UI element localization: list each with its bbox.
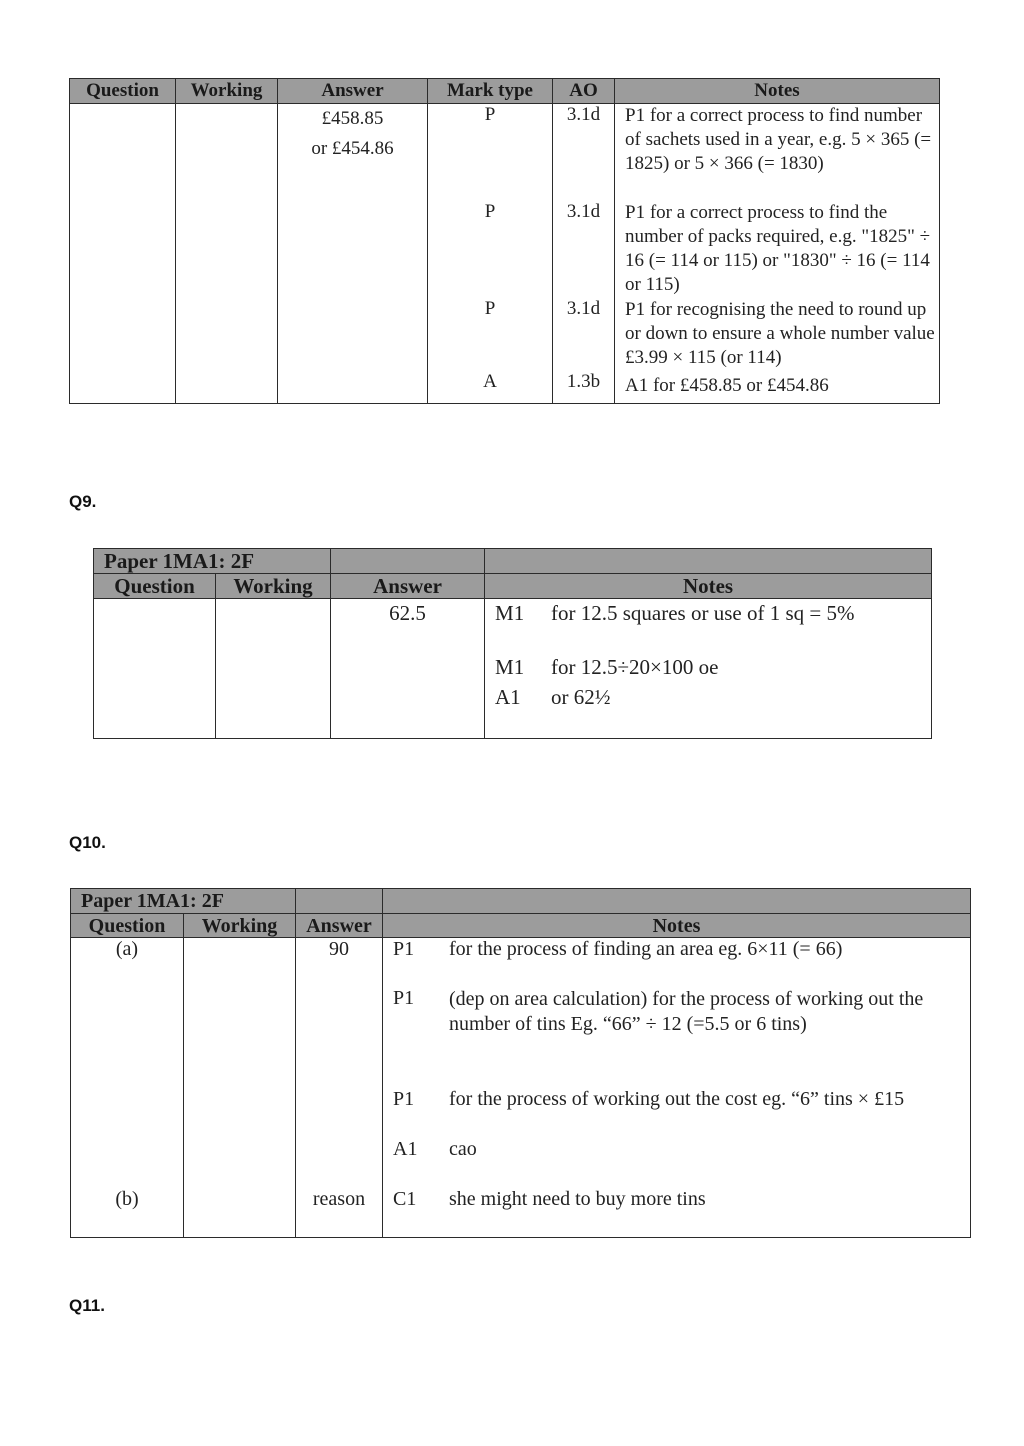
header-question: Question — [71, 914, 184, 938]
header-answer: Answer — [278, 79, 428, 104]
question-part: (a) — [115, 938, 139, 960]
paper-title-row — [94, 549, 932, 574]
mark-type: A — [483, 371, 497, 392]
mark-note: she might need to buy more tins — [449, 1188, 706, 1210]
header-working: Working — [184, 914, 296, 938]
working-cell — [176, 104, 278, 404]
question-cell — [94, 599, 216, 739]
ao-cell — [553, 104, 615, 404]
header-ao: AO — [553, 79, 615, 104]
mark-note: (dep on area calculation) for the process of working out the number of tins Eg. “66” ÷ 12 (=5.5 or 6 tins) — [449, 988, 924, 1035]
header-answer: Answer — [296, 914, 383, 938]
mark-scheme-table-q8 — [69, 78, 940, 404]
answer-value: 90 — [329, 938, 349, 960]
header-question: Question — [70, 79, 176, 104]
table-row — [70, 104, 940, 404]
working-cell — [216, 599, 331, 739]
question-label: Q11. — [69, 1296, 105, 1315]
mark-code: C1 — [393, 1188, 417, 1210]
table-header-row — [71, 914, 971, 938]
mark-code: P1 — [393, 938, 415, 960]
mark-note: P1 for a correct process to find the number of packs required, e.g. "1825" ÷ 16 (= 114 or 115) or "1830" ÷ 16 (= 114 or 115) — [625, 202, 931, 295]
mark-note: P1 for a correct process to find number of sachets used in a year, e.g. 5 × 365 (= 1825) or 5 × 366 (= 1830) — [625, 105, 932, 174]
mark-type-cell — [428, 104, 553, 404]
question-label: Q9. — [69, 492, 97, 511]
header-answer: Answer — [331, 574, 485, 599]
mark-note: for 12.5 squares or use of 1 sq = 5% — [551, 601, 855, 625]
paper-title-row — [71, 889, 971, 914]
notes-cell — [615, 104, 940, 404]
question-cell — [70, 104, 176, 404]
mark-code: M1 — [495, 655, 525, 679]
header-question: Question — [94, 574, 216, 599]
ao-code: 3.1d — [566, 104, 601, 125]
answer-cell — [331, 599, 485, 739]
table-row — [94, 599, 932, 739]
ao-code: 1.3b — [566, 371, 601, 392]
question-part: (b) — [115, 1188, 139, 1210]
header-notes: Notes — [383, 914, 971, 938]
table-header-row — [70, 79, 940, 104]
table-row — [71, 938, 971, 1238]
mark-note: P1 for recognising the need to round up or down to ensure a whole number value £3.99 × 115 (or 114) — [625, 299, 935, 368]
answer-cell — [278, 104, 428, 404]
notes-cell — [383, 938, 971, 1238]
mark-code: M1 — [495, 601, 525, 625]
header-notes: Notes — [615, 79, 940, 104]
question-label: Q10. — [69, 833, 106, 852]
mark-scheme-table-q9 — [93, 548, 932, 739]
header-mark-type: Mark type — [428, 79, 553, 104]
table-header-row — [94, 574, 932, 599]
mark-code: P1 — [393, 987, 415, 1009]
header-working: Working — [176, 79, 278, 104]
header-working: Working — [216, 574, 331, 599]
mark-note: cao — [449, 1138, 477, 1160]
mark-note: for 12.5÷20×100 oe — [551, 655, 719, 679]
answer-value: 62.5 — [389, 601, 426, 625]
mark-type: P — [484, 104, 496, 125]
ao-code: 3.1d — [566, 298, 601, 319]
mark-code: A1 — [393, 1138, 418, 1160]
mark-note: for the process of finding an area eg. 6×11 (= 66) — [449, 938, 843, 960]
mark-note: for the process of working out the cost eg. “6” tins × £15 — [449, 1088, 905, 1110]
mark-code: P1 — [393, 1088, 415, 1110]
question-cell — [71, 938, 184, 1238]
mark-type: P — [484, 201, 496, 222]
answer-value: reason — [312, 1188, 366, 1210]
answer-alt-value: or £454.86 — [311, 138, 394, 159]
working-cell — [184, 938, 296, 1238]
answer-value: £458.85 — [321, 108, 384, 129]
mark-type: P — [484, 298, 496, 319]
paper-title: Paper 1MA1: 2F — [94, 549, 331, 574]
ao-code: 3.1d — [566, 201, 601, 222]
notes-cell — [485, 599, 932, 739]
mark-scheme-table-q10 — [70, 888, 971, 1238]
mark-note: A1 for £458.85 or £454.86 — [625, 375, 829, 396]
mark-note: or 62½ — [551, 685, 611, 709]
answer-cell — [296, 938, 383, 1238]
header-notes: Notes — [485, 574, 932, 599]
paper-title: Paper 1MA1: 2F — [71, 889, 296, 914]
mark-code: A1 — [495, 685, 521, 709]
